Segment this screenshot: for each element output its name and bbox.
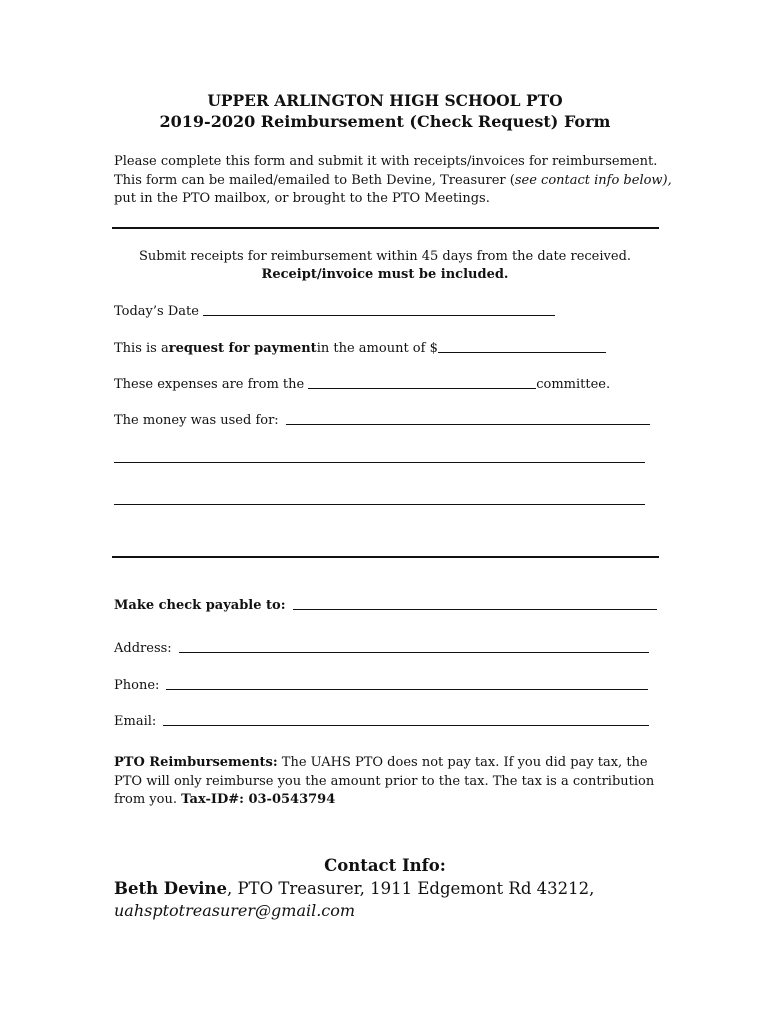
money-used-row [114,410,650,428]
todays-date-field[interactable] [203,314,555,316]
request-for-payment-label: request for payment [168,341,317,356]
phone-row [114,675,648,693]
tax-notice-line-3 [114,791,674,810]
tax-notice-text-1: The UAHS PTO does not pay tax. If you did pay tax, the [277,755,648,770]
payment-amount-row [114,338,606,356]
payable-to-row [114,595,657,613]
form-title: 2019-2020 Reimbursement (Check Request) Form [159,112,611,131]
committee-field[interactable] [308,387,536,389]
money-used-line-3[interactable] [114,504,645,505]
contact-address: , PTO Treasurer, 1911 Edgemont Rd 43212, [226,879,595,898]
organization-title: UPPER ARLINGTON HIGH SCHOOL PTO [207,91,563,110]
committee-label: committee. [536,377,611,392]
payment-amount-field[interactable] [438,351,606,353]
intro-line-3: put in the PTO mailbox, or brought to the PTO Meetings. [114,191,490,206]
receipt-required-note: Receipt/invoice must be included. [261,267,509,282]
contact-email[interactable]: uahsptotreasurer@gmail.com [114,901,356,920]
tax-notice-text-3: from you. [114,792,182,807]
tax-notice-line-2: PTO will only reimburse you the amount prior to the tax. The tax is a contribution [114,773,655,789]
committee-row [114,374,610,392]
amount-label: in the amount of $ [316,341,438,356]
email-field[interactable] [163,724,649,726]
payable-to-label: Make check payable to: [114,598,286,613]
intro-line-2-italic: see contact info below), [514,172,672,188]
todays-date-label: Today’s Date [114,304,199,319]
tax-notice-label: PTO Reimbursements: [114,755,278,770]
section-divider-bottom [112,556,659,558]
expenses-label: These expenses are from the [114,377,305,392]
section-divider-top [112,227,659,229]
payable-to-field[interactable] [293,608,657,610]
contact-heading: Contact Info: [324,856,446,875]
intro-line-1: Please complete this form and submit it with receipts/invoices for reimbursement. [114,154,658,169]
intro-paragraph [114,153,674,209]
email-row [114,711,649,729]
contact-details [114,879,594,898]
money-used-field[interactable] [286,423,650,425]
phone-label: Phone: [114,678,160,693]
address-label: Address: [114,641,172,656]
request-prefix: This is a [114,341,169,356]
phone-field[interactable] [166,688,648,690]
money-used-label: The money was used for: [114,413,279,428]
tax-notice-line-1 [114,754,674,773]
submit-deadline-note: Submit receipts for reimbursement within 45 days from the date received. [138,249,632,264]
address-field[interactable] [179,651,649,653]
todays-date-row [114,301,555,319]
money-used-line-2[interactable] [114,462,645,463]
tax-notice [114,754,674,810]
contact-name: Beth Devine [114,879,227,898]
email-label: Email: [114,714,157,729]
intro-line-2 [114,172,674,191]
address-row [114,638,649,656]
intro-line-2-text: This form can be mailed/emailed to Beth Devine, Treasurer ( [114,172,515,188]
tax-id: Tax-ID#: 03-0543794 [181,792,336,807]
